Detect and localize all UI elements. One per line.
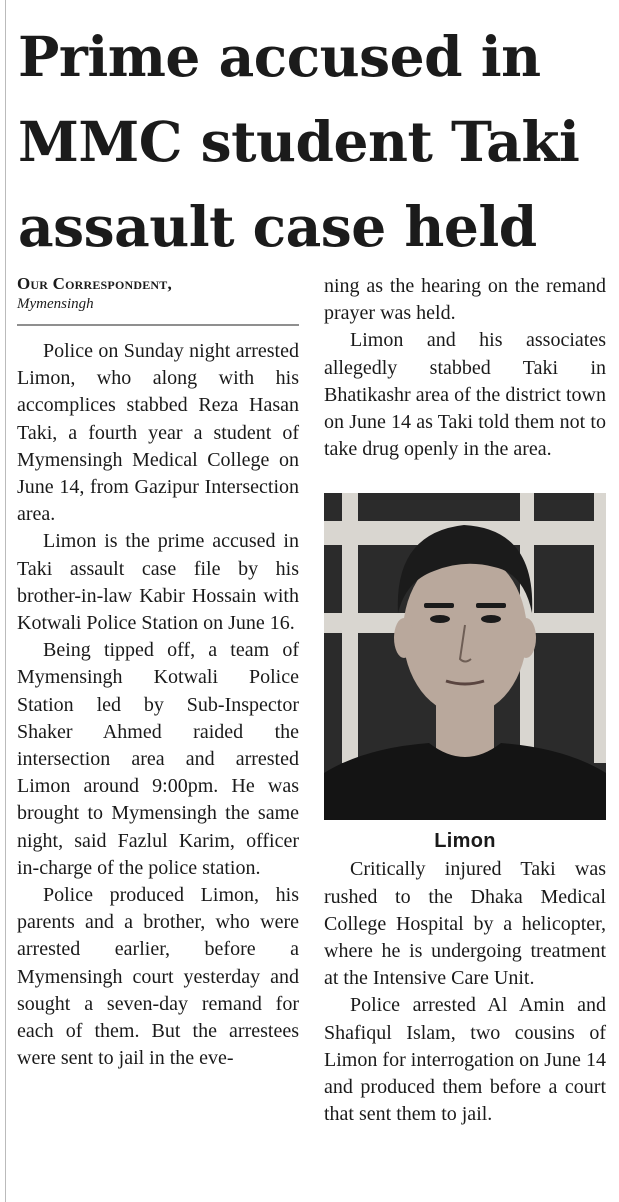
suspect-photo [324,493,606,820]
ear-right [516,618,536,658]
ear-left [394,618,414,658]
byline-name [17,273,299,295]
byline-name-text: Our Correspondent, [17,274,172,293]
eye-right [481,615,501,623]
paragraph-arrest: Police on Sunday night arrested Limon, who along with his accomplices stabbed Reza Hasan Taki, a fourth year a student of Mymensingh Medical College on June 14, from Gazipur Intersection area. [17,340,299,526]
page-margin-rule [5,0,6,1202]
byline-divider [17,324,299,326]
paragraph-raid: Being tipped off, a team of Mymensingh Kotwali Police Station led by Sub-Inspector Shaker Ahmed raided the intersection area and arrested Limon around 9:00pm. He was brought to Mymensingh the same night, said Fazlul Karim, officer in-charge of the police station. [17,639,299,879]
eyebrow-right [476,603,506,608]
byline-place: Mymensingh [17,296,94,312]
eyebrow-left [424,603,454,608]
window-bar-left [342,493,358,763]
headline: Prime accused in MMC student Taki assault case held [18,24,580,259]
paragraph-stabbing: Limon and his associates allegedly stabbed Taki in Bhatikashr area of the district town on June 14 as Taki told them not to take drug openly in the area. [324,329,606,461]
paragraph-injured: Critically injured Taki was rushed to the Dhaka Medical College Hospital by a helicopter, where he is undergoing treatment at the Intensive Care Unit. [324,858,606,990]
eye-left [430,615,450,623]
window-bar-edge [594,493,606,763]
photo-caption: Limon [434,830,496,853]
right-column [324,273,606,1128]
paragraph-court: Police produced Limon, his parents and a brother, who were arrested earlier, before a Mymensingh court yesterday and sought a seven-day remand for each of them. But the arrestees were sent to jail in the eve- [17,884,299,1070]
left-column [17,273,299,1072]
paragraph-hearing-continued: ning as the hearing on the remand prayer was held. [324,275,606,325]
paragraph-prime-accused: Limon is the prime accused in Taki assault case file by his brother-in-law Kabir Hossain with Kotwali Police Station on June 16. [17,530,299,635]
byline [17,273,299,313]
paragraph-cousins-arrested: Police arrested Al Amin and Shafiqul Islam, two cousins of Limon for interrogation on June 14 and produced them before a court that sent them to jail. [324,994,606,1126]
